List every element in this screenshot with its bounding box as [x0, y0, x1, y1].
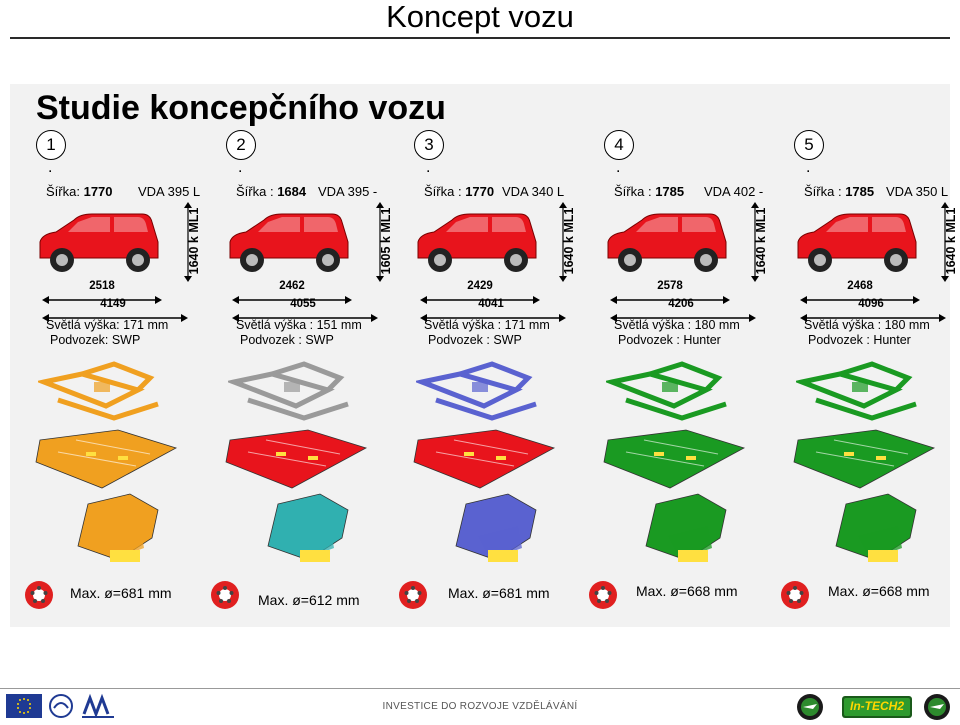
width-text — [236, 184, 306, 199]
concept-column — [778, 130, 960, 550]
skoda-logo-icon — [795, 692, 825, 722]
height-value: 1640 k ML1 — [562, 207, 576, 275]
max-wheel-diameter-text: Max. ø=681 mm — [448, 585, 550, 601]
concept-dot: . — [238, 159, 243, 176]
chassis-type-text: Podvozek: SWP — [50, 333, 141, 347]
width-label: Šířka : — [424, 184, 462, 199]
wheelbase-value: 2429 — [467, 280, 493, 292]
vda-volume: VDA 402 - — [704, 184, 764, 199]
slide-title: Koncept vozu — [386, 0, 574, 34]
panel-title: Studie koncepčního vozu — [36, 89, 446, 127]
concept-column — [20, 130, 210, 550]
chassis-type-text: Podvozek : SWP — [240, 333, 334, 347]
width-label: Šířka: — [46, 184, 80, 199]
vda-volume: VDA 395 L — [138, 184, 201, 199]
width-value: 1785 — [655, 184, 685, 199]
width-text — [46, 184, 113, 199]
height-label — [943, 206, 959, 276]
length-value: 4206 — [668, 298, 694, 310]
width-label: Šířka : — [804, 184, 842, 199]
front-structure-image — [60, 492, 170, 568]
floor-panel-image — [32, 426, 182, 492]
car-side-image — [34, 208, 164, 280]
concept-dot: . — [48, 159, 53, 176]
height-value: 1605 k ML1 — [379, 207, 393, 275]
chassis-type-text: Podvozek : Hunter — [808, 333, 911, 347]
floor-panel-image — [600, 426, 750, 492]
footer-divider — [0, 688, 960, 689]
width-label: Šířka : — [236, 184, 274, 199]
car-side-image — [602, 208, 732, 280]
height-label — [378, 206, 394, 276]
concept-dot: . — [806, 159, 811, 176]
wheel-icon — [24, 580, 54, 610]
width-value: 1770 — [83, 184, 113, 199]
chassis-frame-image — [416, 360, 548, 422]
concept-number: 1 — [36, 130, 66, 160]
length-value: 4041 — [478, 298, 504, 310]
height-label — [561, 206, 577, 276]
max-wheel-diameter-text: Max. ø=612 mm — [258, 592, 360, 608]
length-value: 4149 — [100, 298, 126, 310]
height-value: 1640 k ML1 — [944, 207, 958, 275]
ground-clearance-text: Světlá výška : 180 mm — [804, 318, 930, 332]
floor-panel-image — [410, 426, 560, 492]
front-structure-image — [438, 492, 548, 568]
wheel-icon — [780, 580, 810, 610]
front-structure-image — [818, 492, 928, 568]
height-label — [186, 206, 202, 276]
concept-number: 3 — [414, 130, 444, 160]
chassis-type-text: Podvozek : SWP — [428, 333, 522, 347]
wheelbase-value: 2468 — [847, 280, 873, 292]
floor-panel-image — [222, 426, 372, 492]
concept-number: 5 — [794, 130, 824, 160]
ground-clearance-text: Světlá výška : 151 mm — [236, 318, 362, 332]
front-structure-image — [250, 492, 360, 568]
chassis-frame-image — [228, 360, 360, 422]
max-wheel-diameter-text: Max. ø=681 mm — [70, 585, 172, 601]
title-divider — [10, 37, 950, 39]
chassis-frame-image — [606, 360, 738, 422]
ground-clearance-text: Světlá výška: 171 mm — [46, 318, 169, 332]
width-text — [424, 184, 494, 199]
vda-volume: VDA 350 L — [886, 184, 949, 199]
concept-dot: . — [616, 159, 621, 176]
wheelbase-value: 2462 — [279, 280, 305, 292]
max-wheel-diameter-text: Max. ø=668 mm — [636, 583, 738, 599]
intech2-logo — [842, 696, 912, 718]
height-value: 1640 k ML1 — [754, 207, 768, 275]
length-value: 4055 — [290, 298, 316, 310]
car-side-image — [792, 208, 922, 280]
footer-text: INVESTICE DO ROZVOJE VZDĚLÁVÁNÍ — [382, 701, 578, 712]
concept-dot: . — [426, 159, 431, 176]
concept-column — [588, 130, 778, 550]
wheelbase-value: 2518 — [89, 280, 115, 292]
intech2-logo-text: In-TECH2 — [850, 699, 904, 713]
height-label — [753, 206, 769, 276]
footer — [0, 688, 960, 725]
car-side-image — [224, 208, 354, 280]
vda-volume: VDA 395 - — [318, 184, 378, 199]
width-label: Šířka : — [614, 184, 652, 199]
ground-clearance-text: Světlá výška : 171 mm — [424, 318, 550, 332]
concept-column — [210, 130, 400, 550]
width-value: 1770 — [465, 184, 495, 199]
concept-number: 4 — [604, 130, 634, 160]
chassis-frame-image — [38, 360, 170, 422]
concept-column — [398, 130, 588, 550]
ground-clearance-text: Světlá výška : 180 mm — [614, 318, 740, 332]
front-structure-image — [628, 492, 738, 568]
width-value: 1785 — [845, 184, 875, 199]
wheel-icon — [398, 580, 428, 610]
skoda-logo-icon — [922, 692, 952, 722]
width-value: 1684 — [277, 184, 307, 199]
height-value: 1640 k ML1 — [187, 207, 201, 275]
width-text — [614, 184, 684, 199]
wheel-icon — [588, 580, 618, 610]
floor-panel-image — [790, 426, 940, 492]
chassis-frame-image — [796, 360, 928, 422]
vda-volume: VDA 340 L — [502, 184, 565, 199]
wheelbase-value: 2578 — [657, 280, 683, 292]
width-text — [804, 184, 874, 199]
max-wheel-diameter-text: Max. ø=668 mm — [828, 583, 930, 599]
wheel-icon — [210, 580, 240, 610]
car-side-image — [412, 208, 542, 280]
chassis-type-text: Podvozek : Hunter — [618, 333, 721, 347]
concept-number: 2 — [226, 130, 256, 160]
length-value: 4096 — [858, 298, 884, 310]
